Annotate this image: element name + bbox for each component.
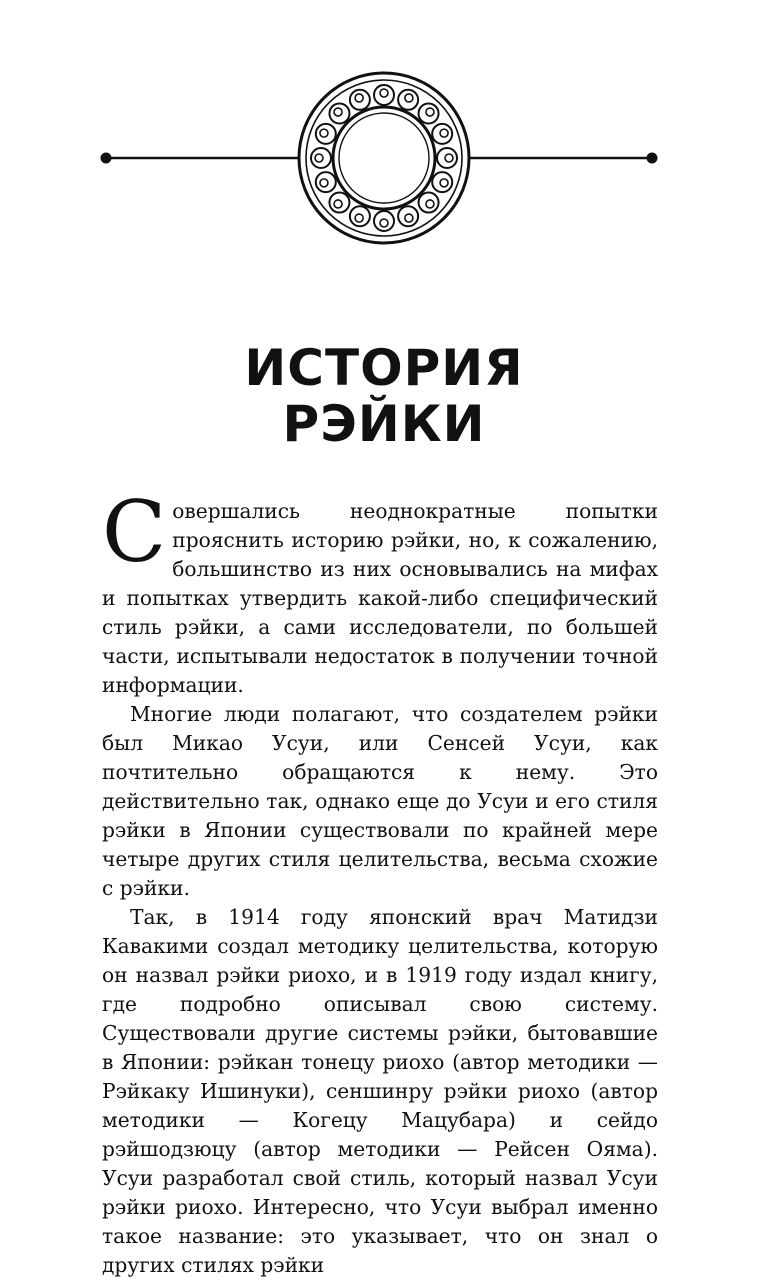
ornament-knot-loop: [316, 124, 336, 144]
paragraph-1: [102, 483, 658, 700]
ornament-inner-ring: [333, 107, 435, 209]
ornament-knot-loop: [350, 90, 370, 110]
ornament-inner-ring-inner: [339, 113, 429, 203]
ornament-dot-right: [647, 153, 658, 164]
ornament-knot-curl: [405, 214, 413, 222]
ornament-knot-curl: [440, 179, 448, 187]
chapter-title: [0, 340, 768, 452]
ornament-knot-curl: [405, 94, 413, 102]
ornament-knot-curl: [426, 200, 434, 208]
circle-knot-ornament-icon: [0, 60, 768, 260]
paragraph-3: Так, в 1914 году японский врач Матидзи Кавакими создал методику целительства, которую он назвал рэйки риохо, и в 1919 году издал книгу, где подробно описывал свою систему. Существовали другие системы рэйки, бытовавшие в Японии: рэйкан тонецу риохо (автор методики — Рэйкаку Ишинуки), сеншинру рэйки риохо (автор методики — Когецу Мацубара) и сейдо рэйшодзюцу (автор методики — Рейсен Ояма). Усуи разработал свой стиль, который назвал Усуи рэйки риохо. Интересно, что Усуи выбрал именно такое название: это указывает, что он знал о других стилях рэйки: [102, 905, 658, 1277]
ornament-dot-left: [101, 153, 112, 164]
paragraph-2: Многие люди полагают, что создателем рэйки был Микао Усуи, или Сенсей Усуи, как почтительно обращаются к нему. Это действительно так, однако еще до Усуи и его стиля рэйки в Японии существовали по крайней мере четыре других стиля целительства, весьма схожие с рэйки.: [102, 702, 658, 900]
ornament-knot-curl: [380, 89, 388, 97]
ornament-knot-loop: [419, 193, 439, 213]
ornament-knot-loop: [329, 103, 349, 123]
ornament-knot-curl: [334, 200, 342, 208]
ornament-knot-curl: [445, 154, 453, 162]
ornament-knot-loop: [432, 172, 452, 192]
chapter-title-line-1: ИСТОРИЯ: [244, 339, 524, 397]
ornament-knot-loop: [432, 124, 452, 144]
ornament-knot-loop: [374, 211, 394, 231]
ornament-knot-curl: [355, 214, 363, 222]
ornament-knot-curl: [320, 129, 328, 137]
chapter-title-line-2: РЭЙКИ: [282, 395, 486, 453]
ornament-knot-curl: [440, 129, 448, 137]
ornament-outer-ring-inner: [306, 80, 462, 236]
ornament-knot-loop: [437, 148, 457, 168]
chapter-ornament: [0, 60, 768, 260]
ornament-knot-curl: [320, 179, 328, 187]
ornament-outer-ring: [299, 73, 469, 243]
chapter-text: [102, 483, 658, 1280]
ornament-knot-loop: [419, 103, 439, 123]
drop-cap: С: [102, 483, 167, 581]
paragraph-1-text: овершались неоднократные попытки прояснить историю рэйки, но, к сожалению, большинство из них основывались на мифах и попытках утвердить какой-либо специфический стиль рэйки, а сами исследователи, по большей части, испытывали недостаток в получении точной информации.: [102, 499, 658, 697]
ornament-knot-loop: [329, 193, 349, 213]
ornament-knot-curl: [355, 94, 363, 102]
ornament-knot-curl: [380, 219, 388, 227]
ornament-knot-loop: [398, 90, 418, 110]
ornament-knot-curl: [426, 108, 434, 116]
ornament-knot-loop: [398, 206, 418, 226]
ornament-knot-curl: [334, 108, 342, 116]
ornament-knot-loop: [350, 206, 370, 226]
ornament-knot-curl: [315, 154, 323, 162]
ornament-knot-loop: [374, 85, 394, 105]
ornament-knot-loop: [311, 148, 331, 168]
ornament-knot-loop: [316, 172, 336, 192]
